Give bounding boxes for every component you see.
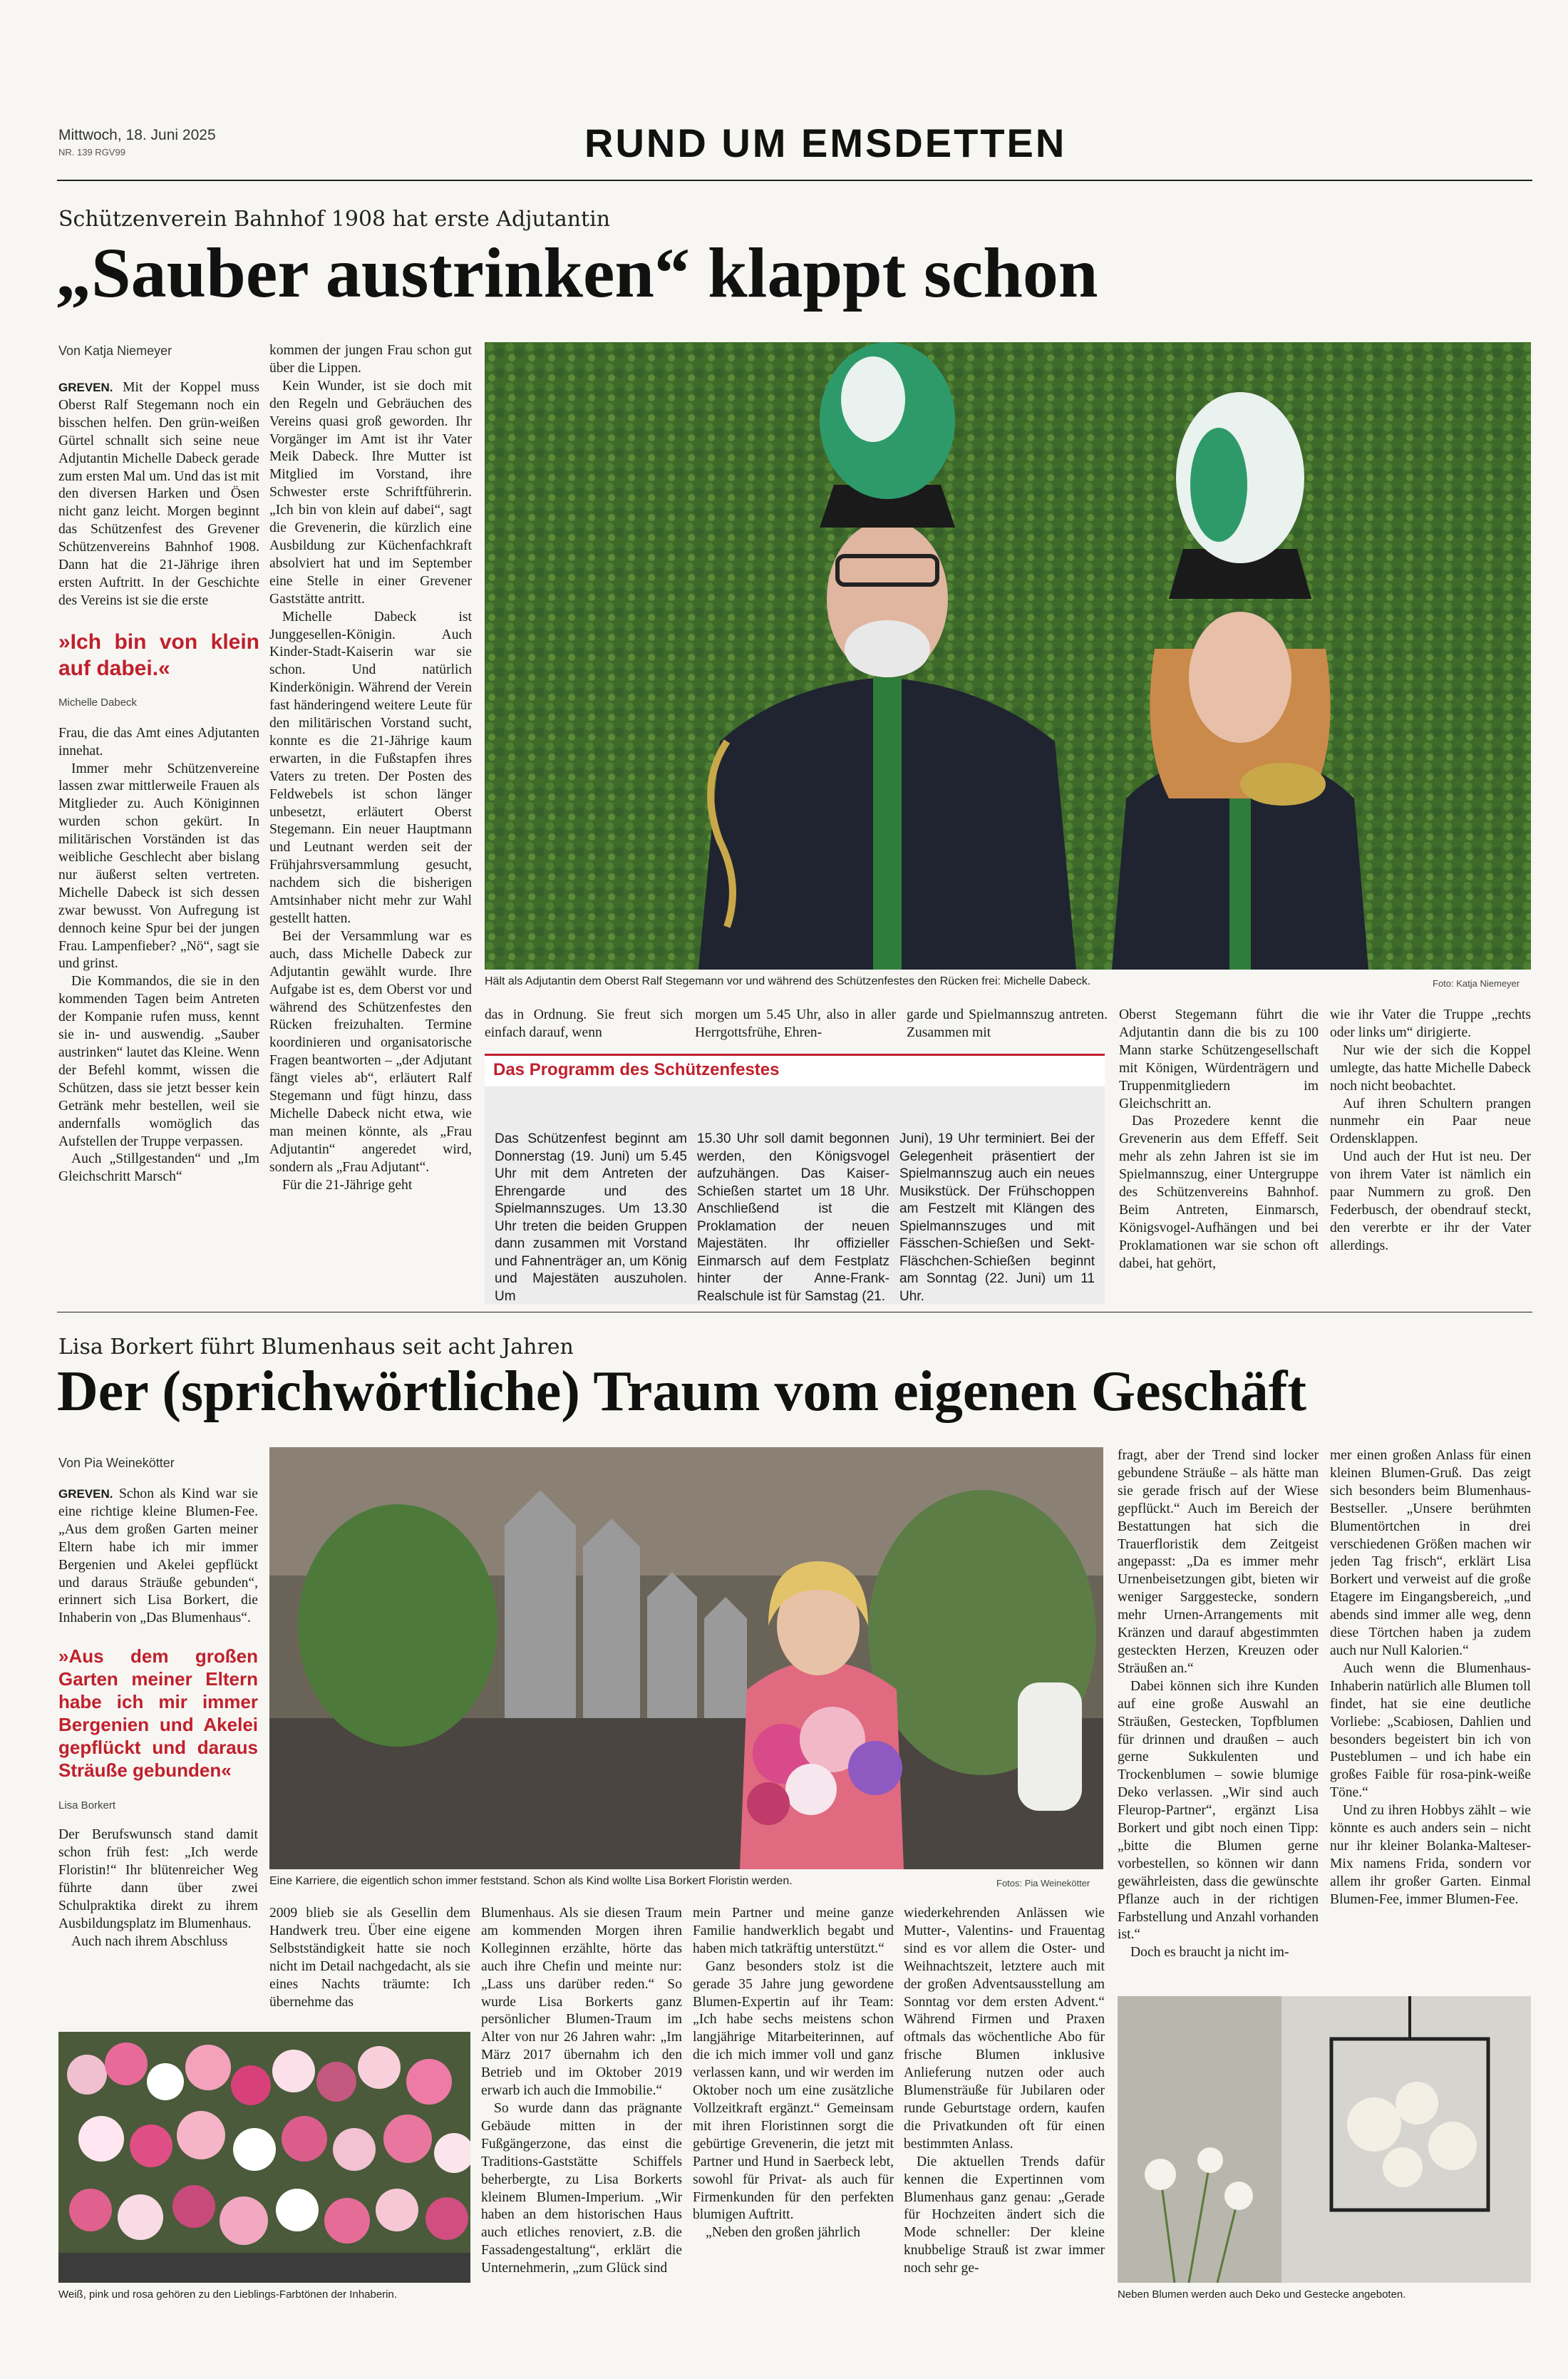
deko-photo: [1118, 1996, 1531, 2283]
article2-column-6: fragt, aber der Trend sind locker gebundene Sträuße – als hätte man sie gerade frisch auf der Wiese gepflückt.“ Auch im Bereich der Bestattungen hat sich die Trauerfloristik dem Zeitgeist angepasst: „Da es immer mehr Urnenbeisetzungen gibt, bieten wir weniger Sarggestecke, sondern mehr Urnen-Arrangements mit Kränzen und darauf abgestimmten gesteckten Herzen, Kreuzen oder Sträußen an.“ Dabei können sich ihre Kunden auf eine große Auswahl an Sträußen, Gestecken, Topfblumen für drinnen und draußen – auch gerne Sukkulenten und Trockenblumen – sowie blumige Deko verlassen. „Wir sind auch Fleurop-Partner“, ergänzt Lisa Borkert und gibt noch einen Tipp: „bitte die Blumen gerne vorbestellen, so können wir dann gewährleisten, dass die gewünschte Pflanze auch in der richtigen Farbstellung und Anzahl vorhanden ist.“ Doch es braucht ja nicht im-: [1118, 1448, 1319, 1961]
program-box-column-2: 15.30 Uhr soll damit begonnen werden, den Königsvogel aufzuhängen. Das Kaiser-Schießen startet um 18 Uhr. Anschließend ist die Proklamation der neuen Majestäten. Ihr offizieller Einmarsch auf dem Festplatz hinter der Anne-Frank-Realschule ist für Samstag (21.: [697, 1131, 889, 1304]
flower-display-illustration: [58, 2032, 470, 2283]
body-text: Kein Wunder, ist sie doch mit den Regeln und Gebräuchen des Vereins quasi groß geworden. Ihr Vorgänger im Amt ist ihr Vater Meik Dabeck. Ihre Mutter ist Mitglied im Vorstand, ihre Schwester erste Schriftführerin. „Ich bin von klein auf dabei“, sagt die Grevenerin, die kürzlich eine Ausbildung zur Küchenfachkraft absolviert hat und im September eine Stelle in einer Grevener Gaststätte antritt.: [269, 378, 472, 607]
article1-photo: [485, 342, 1531, 970]
pull-quote-author: Michelle Dabeck: [58, 696, 138, 709]
program-box-header: [485, 1054, 1105, 1086]
article1-headline: „Sauber austrinken“ klappt schon: [56, 233, 1098, 312]
body-text: Mit der Koppel muss Oberst Ralf Stegemann noch ein bisschen helfen. Den grün-weißen Gürtel schnallt sich seine neue Adjutantin Michelle Dabeck gerade zum ersten Mal um. Und das ist mit den diversen Harken und Ösen nicht ganz leicht. Morgen beginnt das Schützenfest des Grevener Schützenvereins Bahnhof 1908. Dann hat die 21-Jährige ihren ersten Auftritt. In der Geschichte des Vereins ist sie die erste: [58, 380, 259, 608]
article2-column-4: mein Partner und meine ganze Familie handwerklich begabt und haben mich tatkräftig unterstützt.“ Ganz besonders stolz ist die gerade 35 Jahre jung gewordene Blumen-Expertin auf ihr Team: „Ich habe sechs meistens schon langjährige Mitarbeiterinnen, auf die ich mich immer voll und ganz verlassen kann, und wir werden im Oktober noch um eine zusätzliche Vollzeitkraft ergänzt.“ Gemeinsam mit ihren Floristinnen sorgt die gebürtige Grevenerin, die jetzt mit Partner und Hund in Saerbeck lebt, sowohl für Privat- als auch für Firmenkunden für den perfekten blumigen Auftritt. „Neben den großen jährlich: [693, 1906, 894, 2241]
article1-column-5: garde und Spielmannszug antreten. Zusammen mit: [907, 1007, 1108, 1040]
article2-byline: Von Pia Weinekötter: [58, 1456, 175, 1470]
article1-column-4: morgen um 5.45 Uhr, also in aller Herrgottsfrühe, Ehren-: [695, 1007, 896, 1040]
pull-quote: »Ich bin von klein auf dabei.«: [58, 630, 259, 680]
body-text: kommen der jungen Frau schon gut über die Lippen.: [269, 343, 472, 376]
program-box-title: Das Programm des Schützenfestes: [493, 1060, 780, 1079]
flowers-photo-caption: Weiß, pink und rosa gehören zu den Lieblings-Farbtönen der Inhaberin.: [58, 2288, 398, 2301]
article2-column-2: 2009 blieb sie als Gesellin dem Handwerk treu. Über eine eigene Selbstständigkeit hatte sie noch nicht im Detail nachgedacht, als sie eines Nachts träumte: Ich übernehme das: [269, 1906, 470, 2010]
schuetzen-photo-illustration: [485, 342, 1531, 970]
flowers-photo: [58, 2032, 470, 2283]
pull-quote-author: Lisa Borkert: [58, 1799, 116, 1812]
article2-headline: Der (sprichwörtliche) Traum vom eigenen Geschäft: [57, 1360, 1307, 1423]
article2-column-5: wiederkehrenden Anlässen wie Mutter-, Valentins- und Frauentag sind es vor allem die Oster- und Weihnachtszeit, letztere auch mit der großen Adventsausstellung am Sonntag vor dem ersten Advent.“ Während Firmen und Praxen oftmals das wöchentliche Abo für frische Blumen inklusive Anlieferung nutzen oder auch Blumensträuße für Jubilaren oder runde Geburtstage ordern, kaufen die Privatkunden oft für einen bestimmten Anlass. Die aktuellen Trends dafür kennen die Expertinnen vom Blumenhaus ganz genau: „Gerade für Hochzeiten ändert sich die Mode schneller: Der kleine knubbelige Strauß ist zwar immer noch sehr ge-: [904, 1906, 1105, 2276]
dateline: GREVEN.: [58, 381, 113, 394]
article2-photo-credit: Fotos: Pia Weinekötter: [996, 1878, 1090, 1889]
article1-column-7: wie ihr Vater die Truppe „rechts oder links um“ dirigierte. Nur wie der sich die Koppel umlegte, das hatte Michelle Dabeck noch nicht beobachtet. Auf ihren Schultern prangen nunmehr ein Paar neue Ordensklappen. Und auch der Hut ist neu. Der von ihrem Vater ist nämlich ein paar Nummern zu groß. Den Federbusch, der obendrauf steckt, den vererbte er ihr der Vater allerdings.: [1330, 1007, 1531, 1253]
section-title: RUND UM EMSDETTEN: [584, 120, 1067, 165]
deco-display-illustration: [1118, 1996, 1531, 2283]
article2-column-3: Blumenhaus. Als sie diesen Traum am kommenden Morgen ihren Kolleginnen erzählte, hörte das auch ihre Chefin und meinte nur: „Lass uns darüber reden.“ So wurde Lisa Borkerts ganz persönlicher Blumen-Traum im Alter von nur 26 Jahren wahr: „Im März 2017 übernahm ich den Betrieb und im Oktober 2019 erwarb ich auch die Immobilie.“ So wurde dann das prägnante Gebäude mitten in der Fußgängerzone, das einst die Traditions-Gaststätte Schiffels beherbergte, zu Lisa Borkerts kleinem Blumen-Imperium. „Wir haben an dem historischen Haus auch etliches renoviert, z.B. die Fassadengestaltung“, erklärt die Unternehmerin, „zum Glück sind: [481, 1906, 682, 2276]
article1-byline: Von Katja Niemeyer: [58, 344, 172, 358]
issue-date: Mittwoch, 18. Juni 2025: [58, 127, 216, 143]
body-text: Schon als Kind war sie eine richtige kleine Blumen-Fee. „Aus dem großen Garten meiner Eltern habe ich mir immer Bergenien und Akelei gepflückt und daraus Sträuße gebunden“, erinnert sich Lisa Borkert, die Inhaberin von „Das Blumenhaus“.: [58, 1486, 258, 1626]
article2-kicker: Lisa Borkert führt Blumenhaus seit acht Jahren: [58, 1335, 574, 1360]
program-box-column-3: Juni), 19 Uhr terminiert. Bei der Gelegenheit präsentiert der Spielmannszug auch ein neues Musikstück. Der Frühschoppen am Festzelt mit Klängen des Spielmannszuges und mit Fässchen-Schießen und Sekt-Fläschchen-Schießen beginnt am Sonntag (22. Juni) um 11 Uhr.: [899, 1131, 1095, 1304]
body-text: Frau, die das Amt eines Adjutanten innehat.: [58, 725, 259, 759]
body-text: Bei der Versammlung war es auch, dass Michelle Dabeck zur Adjutantin gewählt wurde. Ihre Aufgabe ist es, dem Oberst vor und während des Schützenfestes den Rücken freizuhalten. Termine koordinieren und organisatorische Fragen beantworten – „der Adjutant fängt vieles ab“, erläutert Ralf Stegemann und fügt hinzu, dass Michelle Dabeck nicht etwa, wie man meinen könnte, als „Frau Adjutantin“ angeredet wird, sondern als „Frau Adjutant“.: [269, 928, 472, 1175]
article2-column-1: GREVEN. Schon als Kind war sie eine richtige kleine Blumen-Fee. „Aus dem großen Garten meiner Eltern habe ich mir immer Bergenien und Akelei gepflückt und daraus Sträuße gebunden“, erinnert sich Lisa Borkert, die Inhaberin von „Das Blumenhaus“. »Aus dem großen Garten meiner Eltern habe ich mir immer Bergenien und Akelei gepflückt und daraus Sträuße gebunden« Lisa Borkert Der Berufswunsch stand damit schon früh fest: „Ich werde Floristin!“ Ihr blütenreicher Weg führte dann über zwei Schulpraktika direkt zu ihrem Ausbildungsplatz im Blumenhaus. Auch nach ihrem Abschluss: [58, 1486, 258, 1949]
body-text: Auch „Stillgestanden“ und „Im Gleichschritt Marsch“: [58, 1151, 259, 1185]
pull-quote: »Aus dem großen Garten meiner Eltern habe ich mir immer Bergenien und Akelei gepflückt und daraus Sträuße gebunden«: [58, 1645, 258, 1782]
article1-photo-caption: Hält als Adjutantin dem Oberst Ralf Stegemann vor und während des Schützenfestes den Rücken frei: Michelle Dabeck.: [485, 975, 1091, 987]
article1-kicker: Schützenverein Bahnhof 1908 hat erste Adjutantin: [58, 207, 611, 232]
body-text: Die Kommandos, die sie in den kommenden Tagen beim Antreten der Kompanie rufen muss, kennt sie in- und auswendig. „Sauber austrinken“ lautet das Kleine. Wenn der Befehl kommt, wissen die Schützen, dass sie jetzt besser kein Getränk mehr bestellen, weil sie andernfalls womöglich das Aufstellen der Truppe verpassen.: [58, 974, 259, 1149]
program-box-column-1: Das Schützenfest beginnt am Donnerstag (19. Juni) um 5.45 Uhr mit dem Antreten der Ehrengarde und des Spielmannszuges. Um 13.30 Uhr treten die beiden Gruppen dann zusammen mit Vorstand und Fahnenträger an, um König und Majestäten auszuholen. Um: [495, 1131, 687, 1304]
article1-photo-credit: Foto: Katja Niemeyer: [1433, 978, 1520, 989]
body-text: Immer mehr Schützenvereine lassen zwar mittlerweile Frauen als Mitglieder zu. Auch Königinnen wurden schon gekürt. In militärischen Vorständen ist das weibliche Geschlecht aber bislang nur äußerst selten vertreten. Michelle Dabeck ist sich dessen zwar bewusst. Von Aufregung ist dennoch keine Spur bei der jungen Frau. Lampenfieber? „Nö“, sagt sie und grinst.: [58, 761, 259, 972]
body-text: Für die 21-Jährige geht: [282, 1177, 413, 1193]
florist-photo-illustration: [269, 1447, 1103, 1869]
article1-column-3: das in Ordnung. Sie freut sich einfach darauf, wenn: [485, 1007, 683, 1040]
article2-photo: [269, 1447, 1103, 1869]
header-rule: [57, 180, 1532, 181]
article2-column-7: mer einen großen Anlass für einen kleinen Blumen-Gruß. Das zeigt sich besonders beim Blumenhaus-Bestseller. „Unsere berühmten Blumentörtchen in drei verschiedenen Größen machen wir jeden Tag frisch“, erklärt Lisa Borkert und verweist auf die große Etagere im Eingangsbereich, „und abends sind immer alle weg, denn diese Törtchen haben ja zudem auch nur Null Kalorien.“ Auch wenn die Blumenhaus-Inhaberin natürlich alle Blumen toll findet, hat sie eine deutliche Vorliebe: „Scabiosen, Dahlien und besonders begeistert bin ich von Pusteblumen – und ich habe ein großes Faible für rosa-pink-weiße Töne.“ Und zu ihren Hobbys zählt – wie könnte es auch anders sein – nicht nur ihr kleiner Bolanka-Malteser-Mix namens Frida, sondern vor allem ihr großer Garten. Einmal Blumen-Fee, immer Blumen-Fee.: [1330, 1448, 1531, 1907]
deko-photo-caption: Neben Blumen werden auch Deko und Gestecke angeboten.: [1118, 2288, 1406, 2301]
article1-column-1: [58, 379, 259, 1299]
issue-number: NR. 139 RGV99: [58, 147, 125, 158]
article1-column-2: [269, 342, 472, 1298]
article2-photo-caption: Eine Karriere, die eigentlich schon immer feststand. Schon als Kind wollte Lisa Borkert Floristin werden.: [269, 1875, 793, 1887]
article1-column-6: Oberst Stegemann führt die Adjutantin dann die bis zu 100 Mann starke Schützengesellschaft mit Königen, Würdenträgern und Truppenmitgliedern im Gleichschritt an. Das Prozedere kennt die Grevenerin aus dem Effeff. Seit mehr als zehn Jahren ist sie im Spielmannszug, einer Untergruppe des Schützenvereins Bahnhof. Beim Antreten, Einmarsch, Königsvogel-Aufhängen und bei Proklamationen war sie schon oft dabei, hat gehört,: [1119, 1007, 1319, 1271]
dateline: GREVEN.: [58, 1487, 113, 1501]
body-text: Michelle Dabeck ist Junggesellen-Königin. Auch Kinder-Stadt-Kaiserin war sie schon. Und natürlich Kinderkönigin. Während der Verein fast händeringend weitere Leute für den militärischen Vorstand sucht, konnte es die 21-Jährige kaum erwarten, in die Fußstapfen ihres Vaters zu treten. Der Posten des Feldwebels ist schon länger unbesetzt, erläutert Oberst Stegemann. Ein neuer Hauptmann und Leutnant werden seit der Frühjahrsversammlung gesucht, nachdem sich die bisherigen Amtsinhaber nicht mehr zur Wahl gestellt hatten.: [269, 609, 472, 926]
